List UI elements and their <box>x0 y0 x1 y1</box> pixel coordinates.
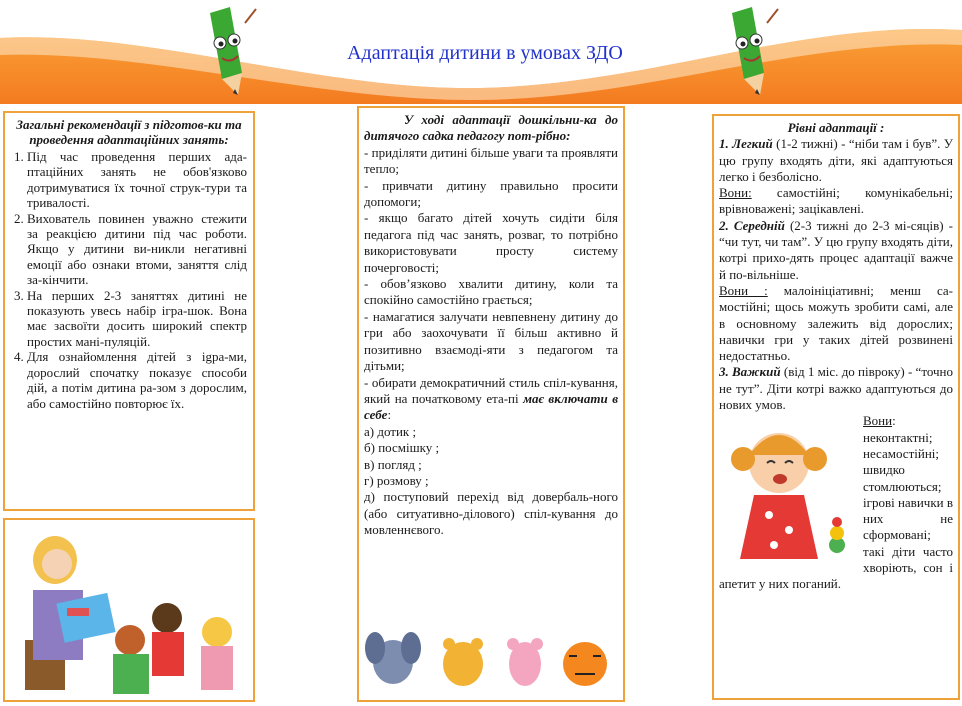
recommendation-item: 4. Для ознайомлення дітей з igра-ми, дорослий спочатку показує способи дій, а потім дитина ра-зом з дорослим, або самостійно повторює їх. <box>27 349 247 411</box>
level-medium-traits: Вони : малоініціативні; менш са-мостійні; щось можуть зробити самі, але в основному залежить від дорослих; навички гри у таких дітей розвинені недостатньо. <box>719 282 953 364</box>
adaptation-levels-panel <box>712 114 960 700</box>
recommendation-item: 3. На перших 2-3 заняттях дитині не показують увесь набір ігра-шок. Вона має засвоїти досить широкий спектр простих мані-пуляцій. <box>27 288 247 350</box>
level-hard: 3. Важкий (від 1 міс. до півроку) - “точно не тут”. Діти котрі важко адаптуються до нових умов. <box>719 364 953 413</box>
task-line: - намагатися залучати невпевнену дитину до гри або заохочувати її більш активно й позитивно взаємоді-яти з педагогом та дітьми; <box>364 308 618 374</box>
task-line: - якщо багато дітей хочуть сидіти біля педагога під час занять, розваг, то потрібно використовувати просту систему почерговості; <box>364 210 618 275</box>
recommendation-item: 1. Під час проведення перших ада-птаційних занять не обов'язково дотримуватися їх точної струк-тури та тривалості. <box>27 149 247 211</box>
pencil-mascot-right <box>712 3 782 103</box>
option-item: б) посмішку ; <box>364 440 440 456</box>
task-line: - приділяти дитині більше уваги та проявляти тепло; <box>364 144 618 177</box>
task-line: - привчати дитину правильно просити допомоги; <box>364 177 618 210</box>
teacher-children-illustration-frame <box>3 518 255 702</box>
task-line: - обов’язково хвалити дитину, коли та спокійно самостійно грається; <box>364 276 618 308</box>
general-recommendations-panel <box>3 111 255 511</box>
general-recommendations-heading: Загальні рекомендації з підготов-ки та проведення адаптаційних занять: <box>16 117 242 147</box>
recommendations-list <box>11 149 247 411</box>
option-item: д) поступовий перехід від довербаль-ного (або ситуативно-ділового) спіл-кування до мовленнєвого. <box>364 489 618 538</box>
option-item: г) розмову ; <box>364 472 429 488</box>
page-title: Адаптація дитини в умовах ЗДО <box>347 42 623 64</box>
level-medium: 2. Середній (2-3 тижні до 2-3 мі-сяців) - “чи тут, чи там”. У цю групу входять діти, котрі прихо-дять процес адаптації важче й по-вільніше. <box>719 217 954 282</box>
recommendation-item: 2. Вихователь повинен уважно стежити за реакцією дитини під час роботи. Якщо у дитини ви-никли негативні емоції або ознаки втоми, заняття слід за-кінчити. <box>27 211 247 288</box>
cartoon-characters-illustration <box>365 630 619 690</box>
level-easy-traits: Вони: самостійні; комунікабельні; врівноважені; зацікавлені. <box>719 185 953 217</box>
adaptation-levels-heading: Рівні адаптації : <box>787 120 885 135</box>
crying-girl-illustration <box>719 415 859 575</box>
level-hard-traits: Вони: неконтактні; несамостійні; швидко стомлюються; ігрові навички в них не сформовані; такі діти часто хворіють, сон і апетит у них поганий. <box>719 413 953 592</box>
level-easy: 1. Легкий (1-2 тижні) - “ніби там і був”. У цю групу входять діти, які адаптуються легко і безболісно. <box>719 136 953 184</box>
teacher-tasks-heading: У ході адаптації дошкільни-ка до дитячого садка педагогу пот-рібно: <box>364 112 618 144</box>
teacher-tasks-panel <box>357 106 625 702</box>
option-item: в) погляд ; <box>364 456 422 472</box>
communication-style-line: - обирати демократичний стиль спіл-кування, який на початковому ета-пі має включати в себе: <box>364 374 618 423</box>
option-item: а) дотик ; <box>364 423 417 439</box>
teacher-children-illustration <box>5 520 253 700</box>
